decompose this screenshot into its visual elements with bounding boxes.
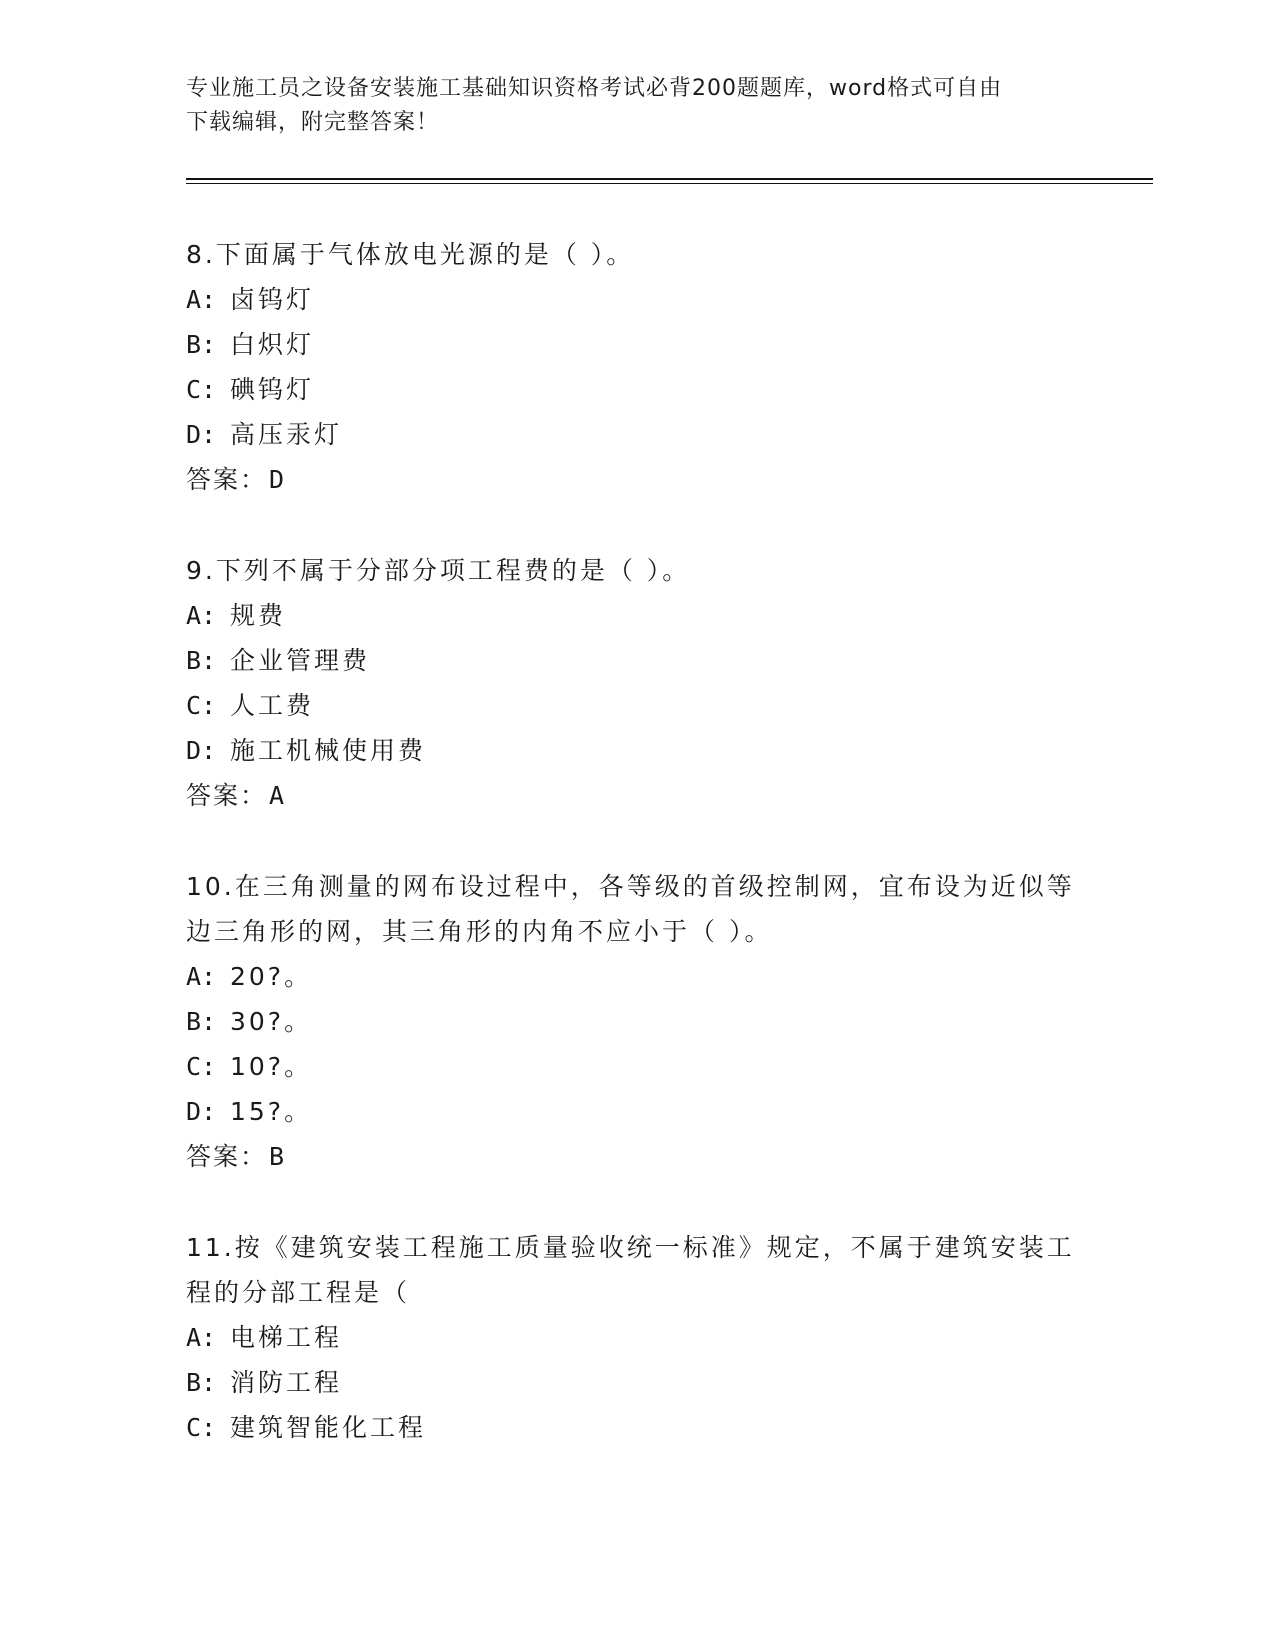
option-a [186,277,1076,322]
option-text: 规费 [230,601,287,630]
option-letter: A: [186,285,217,314]
question-9 [186,548,1076,818]
option-a [186,593,1076,638]
option-b [186,638,1076,683]
option-letter: C: [186,375,217,404]
answer-value: A [269,781,287,810]
question-11 [186,1225,1076,1450]
option-text: 人工费 [230,691,315,720]
option-text: 卤钨灯 [230,285,315,314]
option-text: 建筑智能化工程 [230,1413,427,1442]
option-letter: C: [186,691,217,720]
option-letter: B: [186,1007,217,1036]
option-text: 高压汞灯 [230,420,343,449]
option-c [186,683,1076,728]
option-letter: C: [186,1052,217,1081]
header-divider-thin [186,183,1153,184]
answer-line [186,773,1076,818]
option-letter: C: [186,1413,217,1442]
option-b [186,1360,1076,1405]
option-c [186,367,1076,412]
option-text: 30?。 [230,1007,313,1036]
option-d [186,1089,1076,1134]
answer-label: 答案： [186,465,268,494]
answer-label: 答案： [186,781,268,810]
option-text: 电梯工程 [230,1323,343,1352]
answer-line [186,1134,1076,1179]
answer-label: 答案： [186,1142,268,1171]
option-letter: D: [186,420,217,449]
document-header [186,72,1086,140]
option-letter: A: [186,1323,217,1352]
option-letter: A: [186,601,217,630]
option-d [186,728,1076,773]
header-divider-thick [186,178,1153,180]
question-text: 10.在三角测量的网布设过程中，各等级的首级控制网，宜布设为近似等边三角形的网，其三角形的内角不应小于（ ）。 [186,872,1075,946]
option-text: 15?。 [230,1097,313,1126]
option-letter: B: [186,646,217,675]
option-text: 施工机械使用费 [230,736,427,765]
question-text: 11.按《建筑安装工程施工质量验收统一标准》规定，不属于建筑安装工程的分部工程是（ [186,1233,1075,1307]
header-title-line-1: 专业施工员之设备安装施工基础知识资格考试必背200题题库，word格式可自由 [186,76,1003,101]
option-letter: D: [186,1097,217,1126]
answer-value: B [269,1142,287,1171]
answer-line [186,457,1076,502]
option-a [186,1315,1076,1360]
option-letter: A: [186,962,217,991]
question-text: 8.下面属于气体放电光源的是（ ）。 [186,240,635,269]
option-text: 20?。 [230,962,313,991]
option-a [186,954,1076,999]
answer-value: D [269,465,287,494]
question-10 [186,864,1076,1179]
option-text: 消防工程 [230,1368,343,1397]
option-text: 碘钨灯 [230,375,315,404]
option-b [186,322,1076,367]
option-c [186,1044,1076,1089]
header-title-line-2: 下载编辑，附完整答案！ [186,110,440,135]
option-c [186,1405,1076,1450]
question-text: 9.下列不属于分部分项工程费的是（ ）。 [186,556,691,585]
option-b [186,999,1076,1044]
option-text: 企业管理费 [230,646,371,675]
option-d [186,412,1076,457]
option-text: 10?。 [230,1052,313,1081]
option-letter: B: [186,330,217,359]
question-8 [186,232,1076,502]
option-text: 白炽灯 [230,330,315,359]
option-letter: B: [186,1368,217,1397]
option-letter: D: [186,736,217,765]
question-list [186,232,1076,1496]
